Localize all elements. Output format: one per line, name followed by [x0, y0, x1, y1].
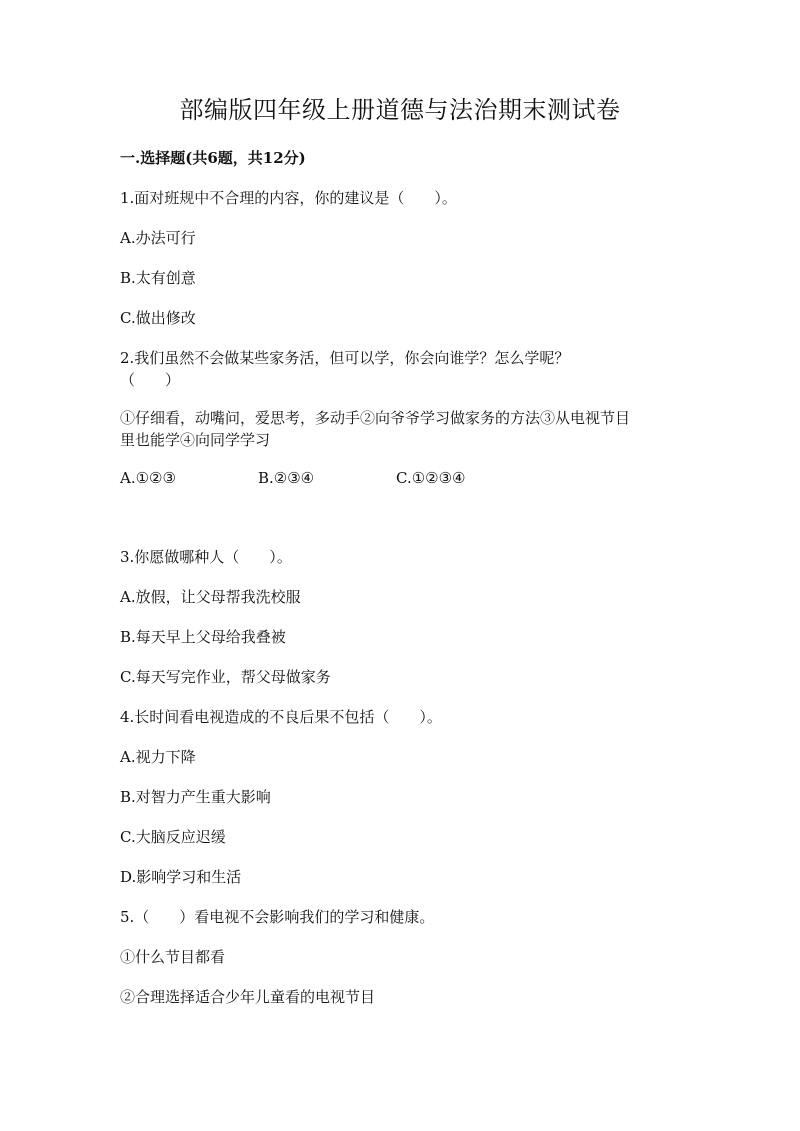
question-3-option-a: A.放假，让父母帮我洗校服: [120, 588, 301, 606]
question-2-options: [120, 466, 680, 490]
question-5-statement-2: ②合理选择适合少年儿童看的电视节目: [120, 988, 376, 1006]
question-4-option-d: D.影响学习和生活: [120, 868, 242, 886]
question-3-stem: 3.你愿做哪种人（ ）。: [120, 548, 292, 566]
section-heading: 一.选择题(共6题，共12分): [120, 149, 306, 167]
question-2-option-c: C.①②③④: [396, 469, 466, 487]
question-2-option-b: B.②③④: [258, 469, 315, 487]
question-2-statement-line-1: ①仔细看，动嘴问，爱思考，多动手②向爷爷学习做家务的方法③从电视节目: [120, 409, 631, 427]
question-2-stem-line-1: 2.我们虽然不会做某些家务活，但可以学，你会向谁学？怎么学呢？: [120, 349, 570, 367]
question-4-option-c: C.大脑反应迟缓: [120, 828, 226, 846]
question-3-option-b: B.每天早上父母给我叠被: [120, 628, 286, 646]
question-5-statement-1: ①什么节目都看: [120, 948, 226, 966]
question-2-stem-line-2: （ ）: [120, 371, 181, 389]
question-1-option-b: B.太有创意: [120, 269, 196, 287]
question-1-option-c: C.做出修改: [120, 309, 196, 327]
question-2-statement-line-2: 里也能学④向同学学习: [120, 431, 271, 449]
question-3-option-c: C.每天写完作业，帮父母做家务: [120, 668, 331, 686]
page-title: 部编版四年级上册道德与法治期末测试卷: [179, 96, 621, 124]
question-1-option-a: A.办法可行: [120, 229, 196, 247]
question-1-stem: 1.面对班规中不合理的内容，你的建议是（ ）。: [120, 189, 457, 207]
question-4-stem: 4.长时间看电视造成的不良后果不包括（ ）。: [120, 708, 442, 726]
question-4-option-a: A.视力下降: [120, 748, 196, 766]
question-4-option-b: B.对智力产生重大影响: [120, 788, 271, 806]
question-5-stem: 5.（ ）看电视不会影响我们的学习和健康。: [120, 908, 435, 926]
question-2-option-a: A.①②③: [120, 469, 176, 487]
